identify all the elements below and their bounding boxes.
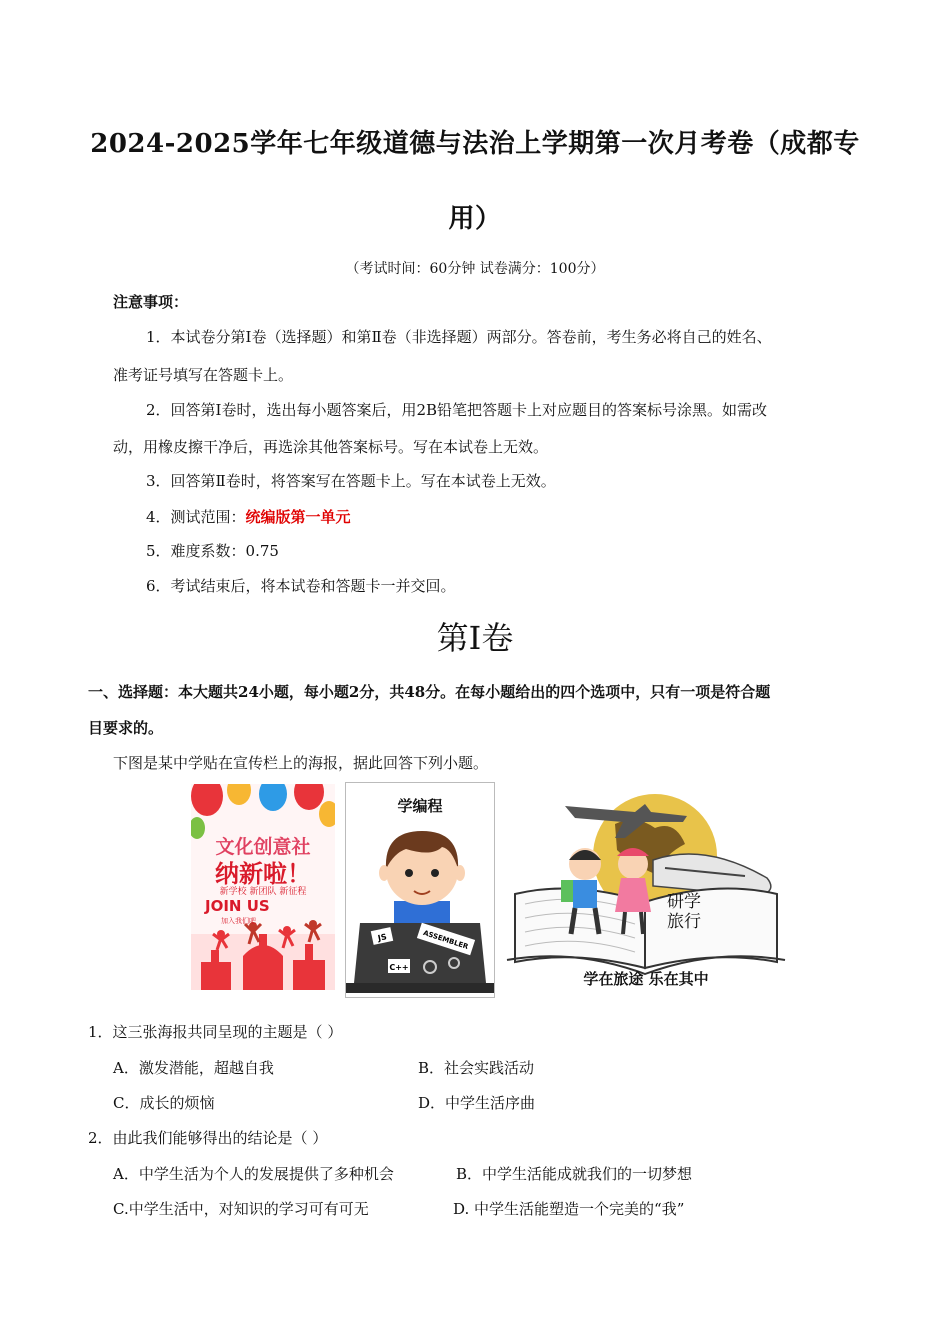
poster-coding-art xyxy=(346,813,494,997)
question-2-option-a: A．中学生活为个人的发展提供了多种机会 xyxy=(113,1165,394,1183)
section-heading: 一、选择题：本大题共24小题，每小题2分，共48分。在每小题给出的四个选项中，只有一项是符合题 xyxy=(88,683,771,701)
poster-study-tour-caption: 学在旅途 乐在其中 xyxy=(583,970,709,988)
poster-culture-club-line2: 纳新啦！ xyxy=(215,860,311,888)
notice-item-2-cont: 动，用橡皮擦干净后，再选涂其他答案标号。写在本试卷上无效。 xyxy=(113,438,549,456)
notice-item-4-label: 4．测试范围： xyxy=(146,508,246,526)
question-1-option-d: D．中学生活序曲 xyxy=(418,1094,536,1112)
question-intro: 下图是某中学贴在宣传栏上的海报，据此回答下列小题。 xyxy=(113,754,489,772)
exam-title-line1: 2024-2025学年七年级道德与法治上学期第一次月考卷（成都专 xyxy=(90,129,860,159)
notice-item-2: 2．回答第Ⅰ卷时，选出每小题答案后，用2B铅笔把答题卡上对应题目的答案标号涂黑。如需改 xyxy=(146,401,768,419)
sticker-assembler: ASSEMBLER xyxy=(422,928,470,952)
poster-culture-club-join-cn: 加入我们吧 xyxy=(221,917,256,925)
notice-item-4 xyxy=(146,506,351,527)
sticker-cpp: C++ xyxy=(389,963,409,972)
notice-item-6: 6．考试结束后，将本试卷和答题卡一并交回。 xyxy=(146,577,456,595)
question-2-option-b: B．中学生活能成就我们的一切梦想 xyxy=(456,1165,693,1183)
test-scope-value: 统编版第一单元 xyxy=(245,508,351,526)
notice-item-5: 5．难度系数：0.75 xyxy=(146,542,279,560)
exam-info: （考试时间：60分钟 试卷满分：100分） xyxy=(345,261,605,277)
notice-heading: 注意事项： xyxy=(113,293,189,311)
poster-coding xyxy=(345,782,495,998)
poster-culture-club-join: JOIN US xyxy=(205,897,270,915)
poster-coding-title: 学编程 xyxy=(397,797,443,815)
volume-title: 第Ⅰ卷 xyxy=(436,619,514,657)
sticker-js: JS xyxy=(377,932,388,943)
question-1-option-b: B．社会实践活动 xyxy=(418,1059,535,1077)
poster-study-tour-book-line1: 研学 xyxy=(667,892,701,912)
notice-item-1: 1．本试卷分第Ⅰ卷（选择题）和第Ⅱ卷（非选择题）两部分。答卷前，考生务必将自己的姓名、 xyxy=(146,328,772,346)
question-2-option-c: C.中学生活中，对知识的学习可有可无 xyxy=(113,1200,369,1218)
poster-study-tour-book-line2: 旅行 xyxy=(667,912,701,932)
notice-item-1-cont: 准考证号填写在答题卡上。 xyxy=(113,366,294,384)
poster-study-tour xyxy=(505,784,787,992)
question-1-option-a: A．激发潜能，超越自我 xyxy=(113,1059,274,1077)
section-heading-cont: 目要求的。 xyxy=(88,719,164,737)
poster-culture-club-line3: 新学校 新团队 新征程 xyxy=(219,887,307,897)
question-2-stem: 2．由此我们能够得出的结论是（ ） xyxy=(88,1129,328,1147)
poster-culture-club xyxy=(191,784,335,990)
poster-culture-club-line1: 文化创意社 xyxy=(215,836,311,858)
question-2-option-d: D. 中学生活能塑造一个完美的“我” xyxy=(453,1200,685,1218)
poster-study-tour-art xyxy=(505,784,787,992)
exam-title-line2: 用） xyxy=(448,204,502,234)
question-1-option-c: C．成长的烦恼 xyxy=(113,1094,215,1112)
notice-item-3: 3．回答第Ⅱ卷时，将答案写在答题卡上。写在本试卷上无效。 xyxy=(146,472,556,490)
question-1-stem: 1．这三张海报共同呈现的主题是（ ） xyxy=(88,1023,343,1041)
